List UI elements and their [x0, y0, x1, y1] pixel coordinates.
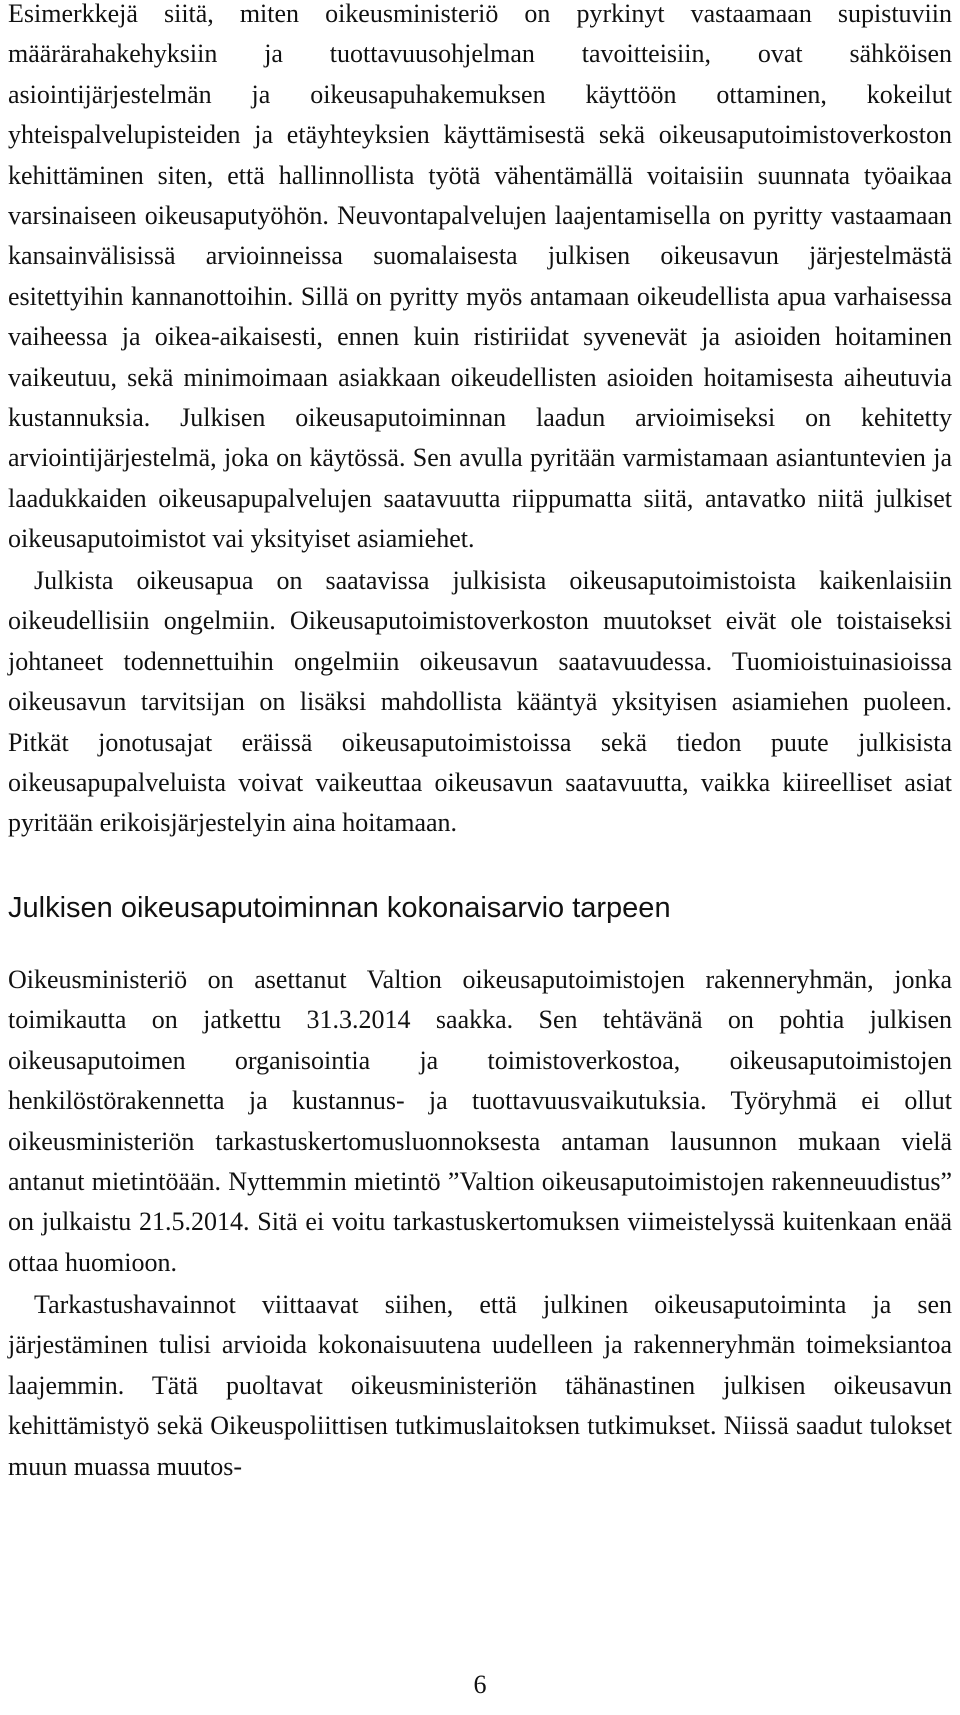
body-paragraph: Tarkastushavainnot viittaavat siihen, että julkinen oikeusaputoiminta ja sen järjestäminen tulisi arvioida kokonaisuutena uudelleen ja rakenneryhmän toimeksiantoa laajemmin. Tätä puoltavat oikeusministeriön tähänastinen julkisen oikeusavun kehittämistyö sekä Oikeuspoliittisen tutkimuslaitoksen tutkimukset. Niissä saadut tulokset muun muassa muutos-	[8, 1290, 952, 1481]
body-paragraph: Julkista oikeusapua on saatavissa julkisista oikeusaputoimistoista kaikenlaisiin oikeudellisiin ongelmiin. Oikeusaputoimistoverkoston muutokset eivät ole toistaiseksi johtaneet todennettuihin ongelmiin oikeusavun saatavuudessa. Tuomioistuinasioissa oikeusavun tarvitsijan on lisäksi mahdollista kääntyä yksityisen asiamiehen puoleen. Pitkät jonotusajat eräissä oikeusaputoimistoissa sekä tiedon puute julkisista oikeusapupalveluista voivat vaikeuttaa oikeusavun saatavuutta, vaikka kiireelliset asiat pyritään erikoisjärjestelyin aina hoitamaan.	[8, 566, 952, 838]
body-paragraph: Oikeusministeriö on asettanut Valtion oikeusaputoimistojen rakenneryhmän, jonka toimikautta on jatkettu 31.3.2014 saakka. Sen tehtävänä on pohtia julkisen oikeusaputoimen organisointia ja toimistoverkostoa, oikeusaputoimistojen henkilöstörakennetta ja kustannus- ja tuottavuusvaikutuksia. Työryhmä ei ollut oikeusministeriön tarkastuskertomusluonnoksesta antaman lausunnon mukaan vielä antanut mietintöään. Nyttemmin mietintö ”Valtion oikeusaputoimistojen rakenneuudistus” on julkaistu 21.5.2014. Sitä ei voitu tarkastuskertomuksen viimeistelyssä kuitenkaan enää ottaa huomioon.	[8, 965, 952, 1277]
page-number: 6	[473, 1670, 487, 1699]
body-paragraph: Esimerkkejä siitä, miten oikeusministeriö on pyrkinyt vastaamaan supistuviin määrärahakehyksiin ja tuottavuusohjelman tavoitteisiin, ovat sähköisen asiointijärjestelmän ja oikeusapuhakemuksen käyttöön ottaminen, kokeilut yhteispalvelupisteiden ja etäyhteyksien käyttämisestä sekä oikeusaputoimistoverkoston kehittäminen siten, että hallinnollista työtä vähentämällä voitaisiin suunnata työaikaa varsinaiseen oikeusaputyöhön. Neuvontapalvelujen laajentamisella on pyritty vastaamaan kansainvälisissä arvioinneissa suomalaisesta julkisen oikeusavun järjestelmästä esitettyihin kannanottoihin. Sillä on pyritty myös antamaan oikeudellista apua varhaisessa vaiheessa ja oikea-aikaisesti, ennen kuin ristiriidat syvenevät ja asioiden hoitaminen vaikeutuu, sekä minimoimaan asiakkaan oikeudellisten asioiden hoitamisesta aiheutuvia kustannuksia. Julkisen oikeusaputoiminnan laadun arvioimiseksi on kehitetty arviointijärjestelmä, joka on käytössä. Sen avulla pyritään varmistamaan asiantuntevien ja laadukkaiden oikeusapupalvelujen saatavuutta riippumatta siitä, antavatko niitä julkiset oikeusaputoimistot vai yksityiset asiamiehet.	[8, 0, 952, 554]
section-heading: Julkisen oikeusaputoiminnan kokonaisarvio tarpeen	[8, 892, 671, 924]
